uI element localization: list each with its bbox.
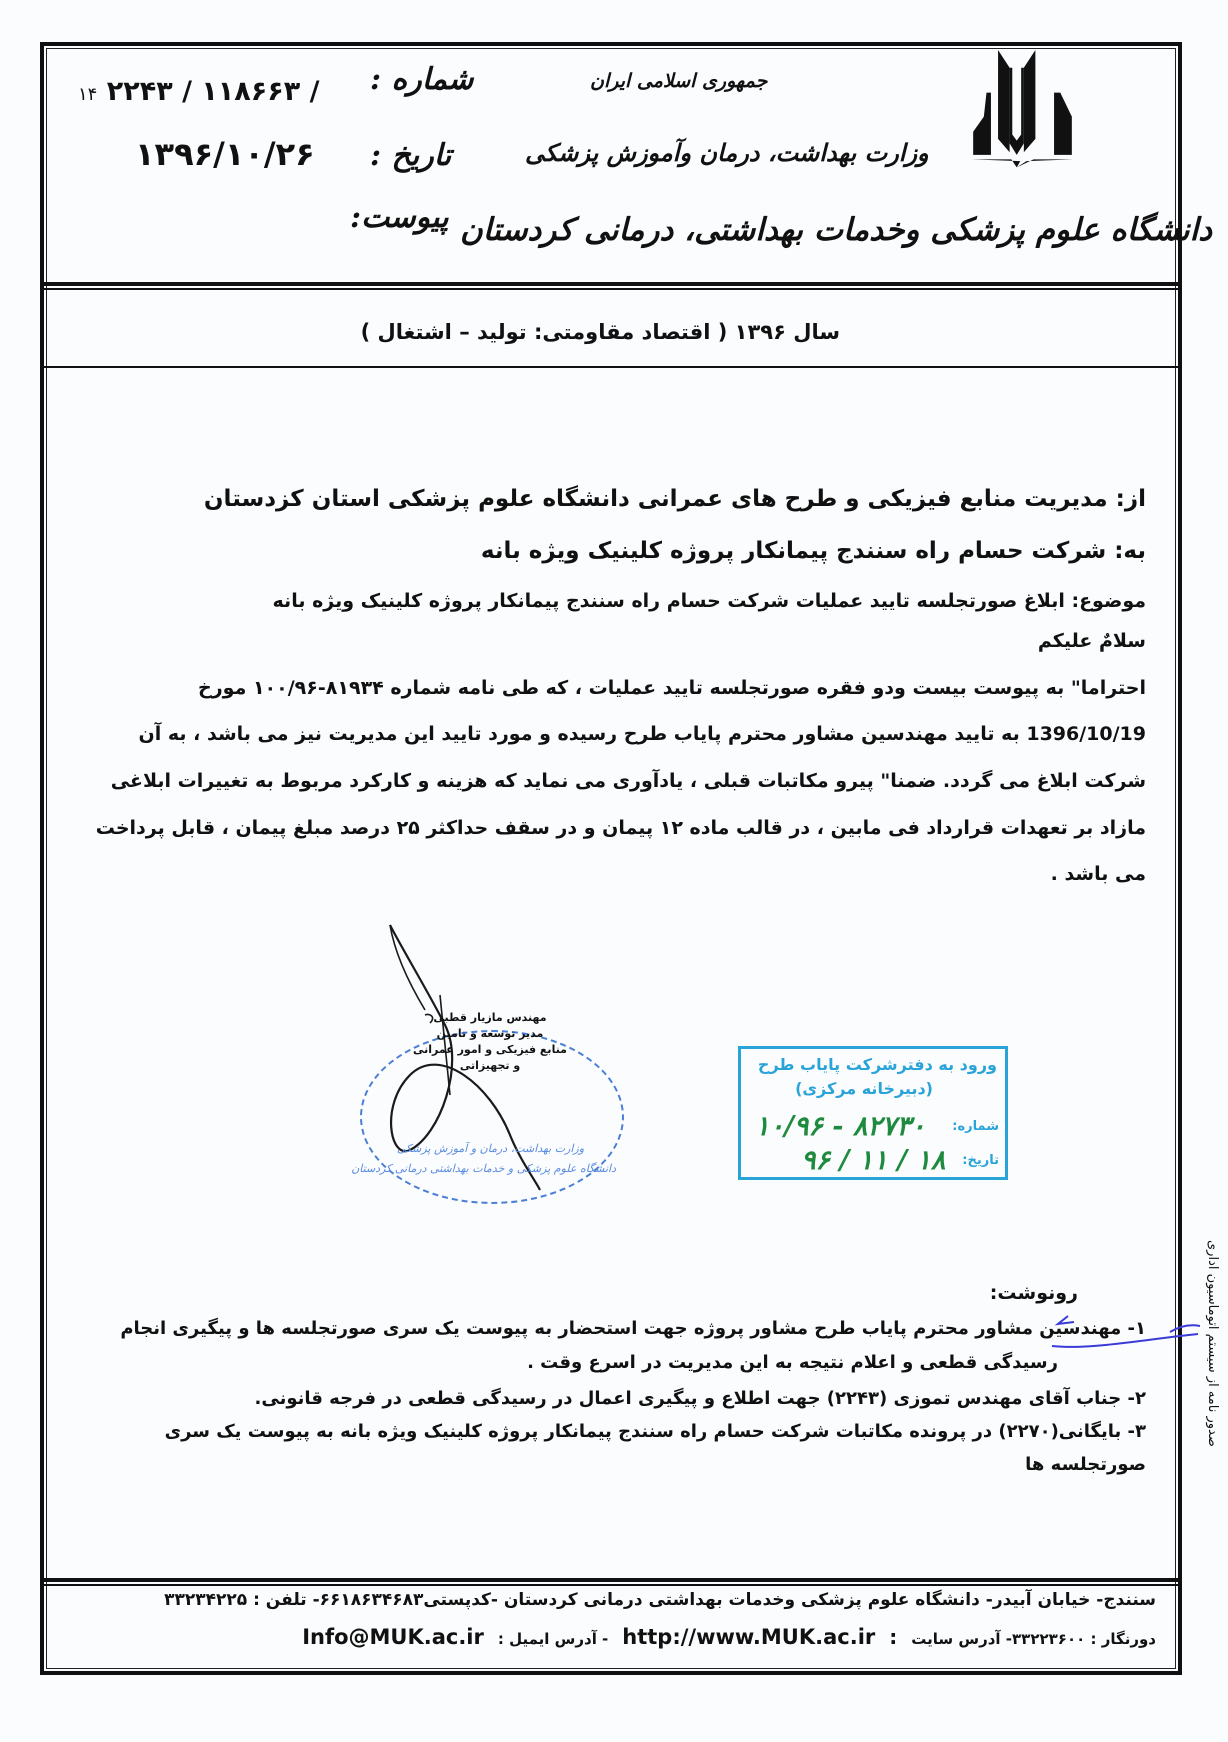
cc-title: رونوشت: xyxy=(989,1282,1078,1304)
letter-greeting: سلامٌ علیکم xyxy=(1037,630,1146,652)
footer-address: سنندج- خیابان آبیدر- دانشگاه علوم پزشکی وخدمات بهداشتی درمانی کردستان -کدپستی۶۶۱۸۶۳۴۶۸۳- تلفن : ۳۳۲۳۴۲۲۵ xyxy=(164,1590,1156,1610)
footer-email-link[interactable]: Info@MUK.ac.ir xyxy=(302,1625,484,1649)
signatory-title: منابع فیزیکی و امور عمرانی xyxy=(413,1043,567,1056)
header-ministry: وزارت بهداشت، درمان وآموزش پزشکی xyxy=(525,138,929,167)
seal-text: دانشگاه علوم پزشکی و خدمات بهداشتی درمانی کردستان xyxy=(351,1162,616,1175)
letter-number xyxy=(78,76,319,107)
body-line: احتراما" به پیوست بیست ودو فقره صورتجلسه تایید عملیات ، که طی نامه شماره ۸۱۹۳۴-۱۰۰/۹۶ مورخ xyxy=(198,677,1146,699)
header-divider xyxy=(44,282,1178,286)
handwritten-check-mark-icon xyxy=(1040,1306,1200,1354)
signatory-title: مدیر توسعه و تامین xyxy=(436,1027,544,1040)
body-line: شرکت ابلاغ می گردد. ضمنا" پیرو مکاتبات قبلی ، یادآوری می نماید که هزینه و کارکرد مربوط به تغییرات ابلاغی xyxy=(110,770,1146,792)
header-divider-thin xyxy=(44,288,1178,290)
cc-item-continued: رسیدگی قطعی و اعلام نتیجه به این مدیریت در اسرع وقت . xyxy=(527,1352,1058,1373)
stamp-subtitle: (دبیرخانه مرکزی) xyxy=(795,1079,933,1098)
body-line: می باشد . xyxy=(1050,863,1146,885)
footer-website-link[interactable]: http://www.MUK.ac.ir xyxy=(622,1625,876,1649)
footer-contact-row xyxy=(302,1625,1156,1649)
footer-divider xyxy=(44,1578,1178,1582)
attachment-label: پیوست: xyxy=(350,200,449,235)
year-slogan: سال ۱۳۹۶ ( اقتصاد مقاومتی: تولید – اشتغال ) xyxy=(360,320,840,344)
header-university: دانشگاه علوم پزشکی وخدمات بهداشتی، درمانی کردستان xyxy=(460,212,1213,248)
body-line: 1396/10/19 به تایید مهندسین مشاور محترم پایاب طرح رسیده و مورد تایید این مدیریت نیز می باشد ، به آن xyxy=(138,723,1146,745)
footer-email-label: - آدرس ایمیل : xyxy=(497,1630,609,1648)
letter-number-main: ۲۲۴۳ / ۱۱۸۶۶۳ / xyxy=(106,76,320,107)
footer-divider-thin xyxy=(44,1584,1178,1586)
letter-subject: موضوع: ابلاغ صورتجلسه تایید عملیات شرکت حسام راه سنندج پیمانکار پروژه کلینیک ویژه بانه xyxy=(272,590,1146,612)
date-label: تاریخ : xyxy=(370,138,452,173)
letter-to: به: شرکت حسام راه سنندج پیمانکار پروژه کلینیک ویژه بانه xyxy=(480,538,1146,564)
cc-item: ۲- جناب آقای مهندس تموزی (۲۲۴۳) جهت اطلاع و پیگیری اعمال در رسیدگی قطعی در فرجه قانونی. xyxy=(254,1388,1146,1409)
seal-text: وزارت بهداشت، درمان و آموزش پزشکی xyxy=(396,1142,585,1155)
stamp-number-value: ۱۰/۹۶ - ۸۲۷۳۰ xyxy=(755,1111,926,1142)
letter-number-suffix: ۱۴ xyxy=(78,84,98,105)
stamp-date-value: ۹۶ / ۱۱ / ۱۸ xyxy=(801,1145,946,1176)
header-republic: جمهوری اسلامی ایران xyxy=(590,70,768,92)
university-emblem-icon xyxy=(965,50,1080,170)
slogan-divider xyxy=(44,366,1178,368)
letter-from: از: مدیریت منابع فیزیکی و طرح های عمرانی دانشگاه علوم پزشکی استان کزدستان xyxy=(203,486,1146,512)
signatory-title: و تجهیزاتی xyxy=(459,1059,521,1072)
stamp-number-label: شماره: xyxy=(952,1119,999,1134)
receipt-stamp xyxy=(738,1046,1008,1180)
signatory-block xyxy=(395,1010,585,1074)
cc-item-continued: صورتجلسه ها xyxy=(1025,1454,1146,1475)
number-label: شماره : xyxy=(370,62,474,97)
footer-website-colon: : xyxy=(889,1625,898,1649)
margin-note: صدور نامه از سیستم اتوماسیون اداری xyxy=(1205,1240,1220,1447)
cc-item: ۳- بایگانی(۲۲۷۰) در پرونده مکاتبات شرکت حسام راه سنندج پیمانکار پروژه کلینیک ویژه بانه به پیوست یک سری xyxy=(164,1421,1146,1442)
cc-item: ۱- مهندسین مشاور محترم پایاب طرح مشاور پروژه جهت استحضار به پیوست یک سری صورتجلسه ها و پیگیری انجام xyxy=(120,1318,1146,1339)
stamp-title: ورود به دفترشرکت پایاب طرح xyxy=(757,1055,997,1074)
letter-date: ۱۳۹۶/۱۰/۲۶ xyxy=(135,135,315,173)
footer-fax: دورنگار : ۳۳۲۲۳۶۰۰- آدرس سایت xyxy=(911,1630,1156,1648)
body-line: مازاد بر تعهدات قرارداد فی مابین ، در قالب ماده ۱۲ پیمان و در سقف حداکثر ۲۵ درصد مبلغ پیمان ، قابل پرداخت xyxy=(95,817,1146,839)
stamp-date-label: تاریخ: xyxy=(962,1153,999,1168)
signatory-name: مهندس مازیار قطبی xyxy=(433,1011,547,1024)
